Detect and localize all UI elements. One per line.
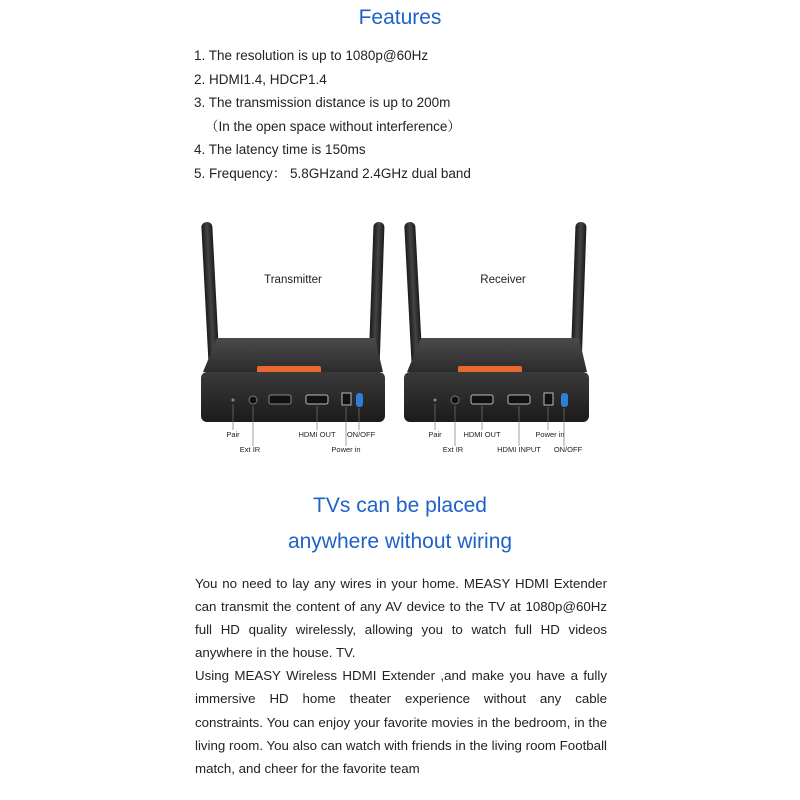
receiver-hdmi-input-port [508,395,530,404]
receiver-pair-label: Pair [428,430,442,439]
receiver-on-off-button [561,393,568,407]
transmitter-hdmi-port-1 [269,395,291,404]
transmitter-on-off-button [356,393,363,407]
product-image [195,210,615,480]
receiver-on-off-label: ON/OFF [553,445,583,454]
feature-item-4: 4. The latency time is 150ms [194,142,366,157]
receiver-power-in-label: Power in [535,430,565,439]
feature-item-2: 2. HDMI1.4, HDCP1.4 [194,71,327,87]
transmitter-ext-ir-port [249,396,257,404]
transmitter-pair-label: Pair [226,430,240,439]
receiver-device [404,222,589,446]
receiver-hdmi-out-label: HDMI OUT [463,430,501,439]
feature-item-1: 1. The resolution is up to 1080p@60Hz [194,48,429,63]
product-illustration [195,210,615,480]
transmitter-on-off-label: ON/OFF [346,430,376,439]
transmitter-power-port [342,393,351,405]
description-paragraph-1: You no need to lay any wires in your home. MEASY HDMI Extender can transmit the content of any AV device to the TV at 1080p@60Hz full HD quality wirelessly, allowing you to watch full HD videos anywhere in the house. TV. [195,576,607,661]
feature-item-5: 5. Frequency： 5.8GHzand 2.4GHz dual band [194,165,471,181]
transmitter-pair-hole [232,399,235,402]
feature-item-3: 3. The transmission distance is up to 200m [194,95,451,110]
receiver-label: Receiver [480,274,526,286]
transmitter-label: Transmitter [264,274,322,286]
receiver-ext-ir-label: Ext IR [442,445,464,454]
features-list [194,44,471,185]
tv-section-description [195,572,607,780]
description-paragraph-2: Using MEASY Wireless HDMI Extender ,and make you have a fully immersive HD home theater experience without any cable constraints. You can enjoy your favorite movies in the bedroom, in the living room. You also can watch with friends in the living room Football match, and cheer for the favorite team [195,668,607,776]
receiver-pair-hole [434,399,437,402]
tv-section-title-line1: TVs can be placed [313,494,487,517]
receiver-power-port [544,393,553,405]
transmitter-hdmi-out-label: HDMI OUT [298,430,336,439]
receiver-hdmi-input-label: HDMI INPUT [497,445,541,454]
transmitter-power-in-label: Power in [331,445,361,454]
transmitter-ext-ir-label: Ext IR [239,445,261,454]
receiver-hdmi-out-port [471,395,493,404]
transmitter-device [201,222,385,446]
receiver-ext-ir-port [451,396,459,404]
tv-section-title-line2: anywhere without wiring [287,530,513,553]
transmitter-hdmi-out-port [306,395,328,404]
feature-item-3-note: （In the open space without interference） [205,118,461,134]
features-title: Features [358,6,442,29]
